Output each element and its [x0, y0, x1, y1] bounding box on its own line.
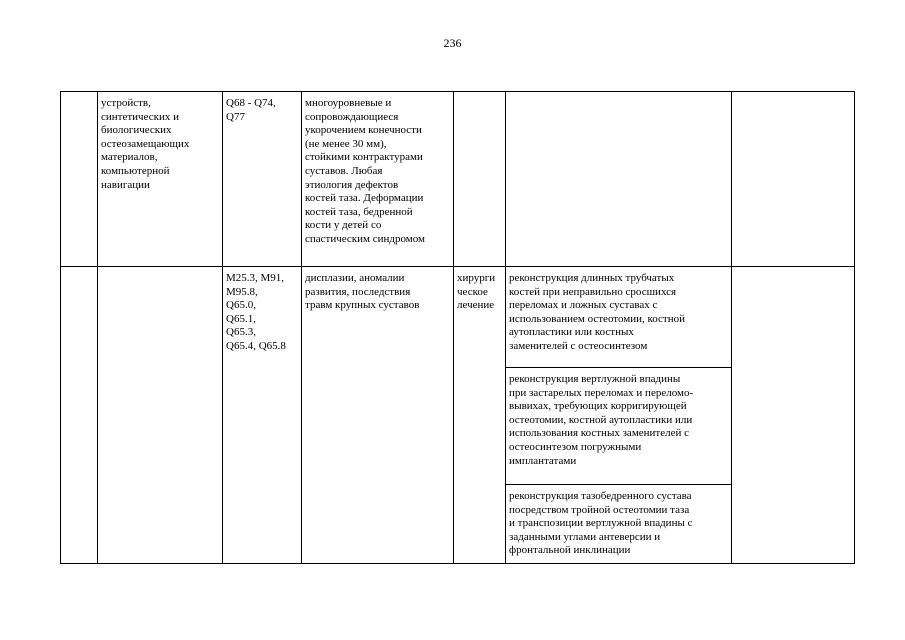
- patient-model-cell: дисплазии, аномалии развития, последствия травм крупных суставов: [302, 267, 454, 564]
- medical-care-table: [60, 91, 855, 564]
- row-number-cell: [61, 267, 98, 564]
- care-type-cell: [98, 267, 223, 564]
- treatment-method-cell: реконструкция вертлужной впадины при застарелых переломах и переломо- вывихах, требующих корригирующей остеотомии, костной аутопластики или использования костных заменителей с остеосинтезом погружными имплантатами: [506, 368, 732, 485]
- icd-codes-cell: Q68 - Q74, Q77: [223, 92, 302, 267]
- icd-codes-cell: M25.3, M91, M95.8, Q65.0, Q65.1, Q65.3, Q65.4, Q65.8: [223, 267, 302, 564]
- care-type-cell: устройств, синтетических и биологических остеозамещающих материалов, компьютерной навигации: [98, 92, 223, 267]
- treatment-type-cell: [454, 92, 506, 267]
- page-number: 236: [443, 36, 462, 50]
- cost-cell: [732, 92, 855, 267]
- table-row: [61, 267, 855, 368]
- row-number-cell: [61, 92, 98, 267]
- treatment-type-cell: хирурги ческое лечение: [454, 267, 506, 564]
- treatment-method-cell: реконструкция длинных трубчатых костей при неправильно сросшихся переломах и ложных суставах с использованием остеотомии, костной аутопластики или костных заменителей с остеосинтезом: [506, 267, 732, 368]
- treatment-method-cell: реконструкция тазобедренного сустава посредством тройной остеотомии таза и транспозиции вертлужной впадины с заданными углами антеверсии и фронтальной инклинации: [506, 485, 732, 564]
- cost-cell: [732, 267, 855, 564]
- patient-model-cell: многоуровневые и сопровождающиеся укорочением конечности (не менее 30 мм), стойкими контрактурами суставов. Любая этиология дефектов костей таза. Деформации костей таза, бедренной кости у детей со спастическим синдромом: [302, 92, 454, 267]
- table-row: [61, 92, 855, 267]
- treatment-method-cell: [506, 92, 732, 267]
